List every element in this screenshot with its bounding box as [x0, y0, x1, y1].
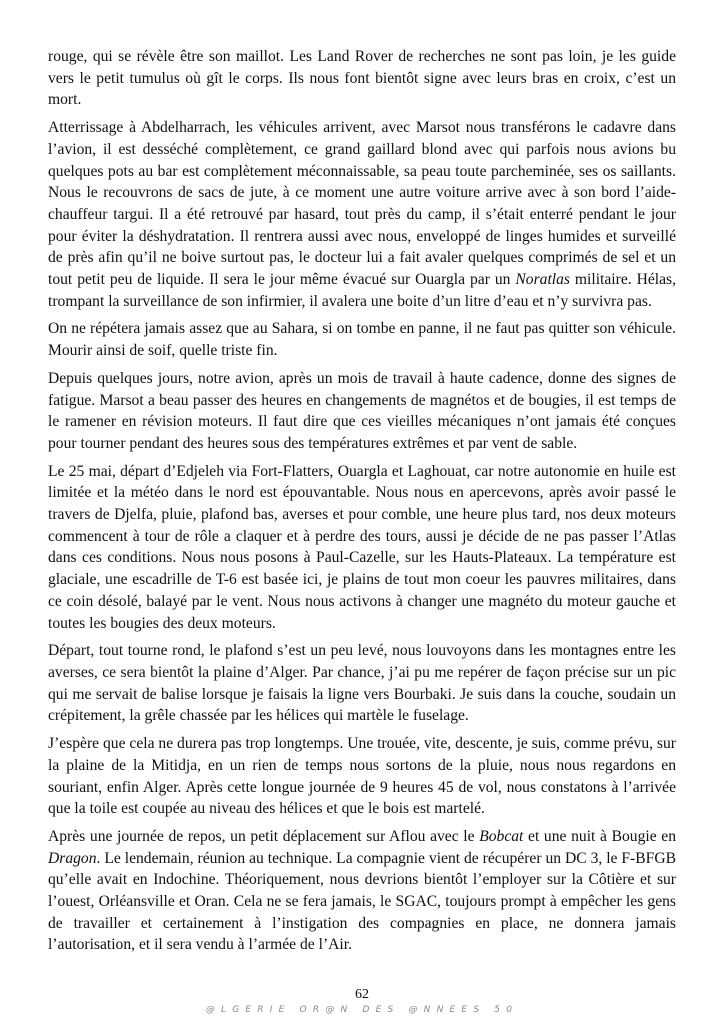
- text-run: J’espère que cela ne durera pas trop longtemps. Une trouée, vite, descente, je suis, comme prévu, sur la plaine de la Mitidja, en un rien de temps nous sortons de la pluie, nous nous regardons en souriant, enfin Alger. Après cette longue journée de 9 heures 45 de vol, nous constatons à l’arrivée que la toile est coupée au niveau des hélices et que le bois est martelé.: [48, 735, 676, 818]
- paragraph: [48, 318, 676, 361]
- page-body: [48, 46, 676, 962]
- text-run: . Le lendemain, réunion au technique. La compagnie vient de récupérer un DC 3, le F-BFGB qu’elle avait en Indochine. Théoriquement, nous devrions bientôt l’employer sur la Côtière et sur l’ouest, Orléansville et Oran. Cela ne se fera jamais, le SGAC, toujours prompt à empêcher les gens de travailler et certainement à l’instigation des compagnies en place, ne donnera jamais l’autorisation, et il sera vendu à l’armée de l’Air.: [48, 849, 676, 954]
- text-run: Après une journée de repos, un petit déplacement sur Aflou avec le: [48, 827, 480, 845]
- text-run: rouge, qui se révèle être son maillot. Les Land Rover de recherches ne sont pas loin, je les guide vers le petit tumulus où gît le corps. Ils nous font bientôt signe avec leurs bras en croix, c’est un mort.: [48, 48, 676, 109]
- paragraph: [48, 826, 676, 956]
- text-run: militaire. Hélas, trompant la surveillance de son infirmier, il avalera une boite d’un litre d’eau et n’y survivra pas.: [48, 271, 676, 310]
- paragraph: [48, 640, 676, 727]
- italic-text: Bobcat: [479, 827, 524, 845]
- text-run: Depuis quelques jours, notre avion, après un mois de travail à haute cadence, donne des signes de fatigue. Marsot a beau passer des heures en changements de magnétos et de bougies, il est temps de le ramener en révision moteurs. Il faut dire que ces vieilles mécaniques n’ont jamais été conçues pour tourner pendant des heures sous des températures extrêmes et par vent de sable.: [48, 369, 676, 452]
- text-run: Le 25 mai, départ d’Edjeleh via Fort-Flatters, Ouargla et Laghouat, car notre autonomie en huile est limitée et la météo dans le nord est épouvantable. Nous nous en apercevons, après avoir passé le travers de Djelfa, pluie, plafond bas, averses et pour comble, une heure plus tard, nos deux moteurs commencent à tour de rôle a claquer et à perdre des tours, aussi je décide de ne pas passer l’Atlas dans ces conditions. Nous nous posons à Paul-Cazelle, sur les Hauts-Plateaux. La température est glaciale, une escadrille de T-6 est basée ici, je plains de tout mon coeur les pauvres militaires, dans ce coin désolé, balayé par le vent. Nous nous activons à changer une magnéto du moteur gauche et toutes les bougies des deux moteurs.: [48, 462, 676, 632]
- paragraph: [48, 461, 676, 635]
- footer-title: @LGERIE OR@N DES @NNEES 50: [205, 1005, 519, 1015]
- italic-text: Dragon: [48, 849, 97, 867]
- paragraph: [48, 46, 676, 111]
- text-run: On ne répétera jamais assez que au Sahara, si on tombe en panne, il ne faut pas quitter son véhicule. Mourir ainsi de soif, quelle triste fin.: [48, 320, 676, 360]
- italic-text: Noratlas: [515, 271, 570, 289]
- page-number: 62: [355, 987, 369, 1002]
- paragraph: [48, 368, 676, 455]
- text-run: Départ, tout tourne rond, le plafond s’est un peu levé, nous louvoyons dans les montagnes entre les averses, ce sera bientôt la plaine d’Alger. Par chance, j’ai pu me repérer de façon précise sur un pic qui me servait de balise lorsque je faisais la ligne vers Bourbaki. Je suis dans la couche, soudain un crépitement, la grêle chassée par les hélices qui martèle le fuselage.: [48, 642, 676, 725]
- paragraph: [48, 117, 676, 312]
- text-run: Atterrissage à Abdelharrach, les véhicules arrivent, avec Marsot nous transférons le cadavre dans l’avion, il est desséché complètement, ce grand gaillard blond avec qui parfois nous avions bu quelques pots au bar est complètement méconnaissable, sa peau toute parcheminée, ses os saillants. Nous le recouvrons de sacs de jute, à ce moment une autre voiture arrive avec à son bord l’aide-chauffeur targui. Il a été retrouvé par hasard, tout près du camp, il s’était enterré pendant le jour pour éviter la déshydratation. Il rentrera aussi avec nous, enveloppé de linges humides et surveillé de près afin qu’il ne boive surtout pas, le docteur lui a fait avaler quelques comprimés de sel et un tout petit peu de liquide. Il sera le jour même évacué sur Ouargla par un: [48, 119, 676, 289]
- paragraph: [48, 733, 676, 820]
- text-run: et une nuit à Bougie en: [523, 827, 676, 845]
